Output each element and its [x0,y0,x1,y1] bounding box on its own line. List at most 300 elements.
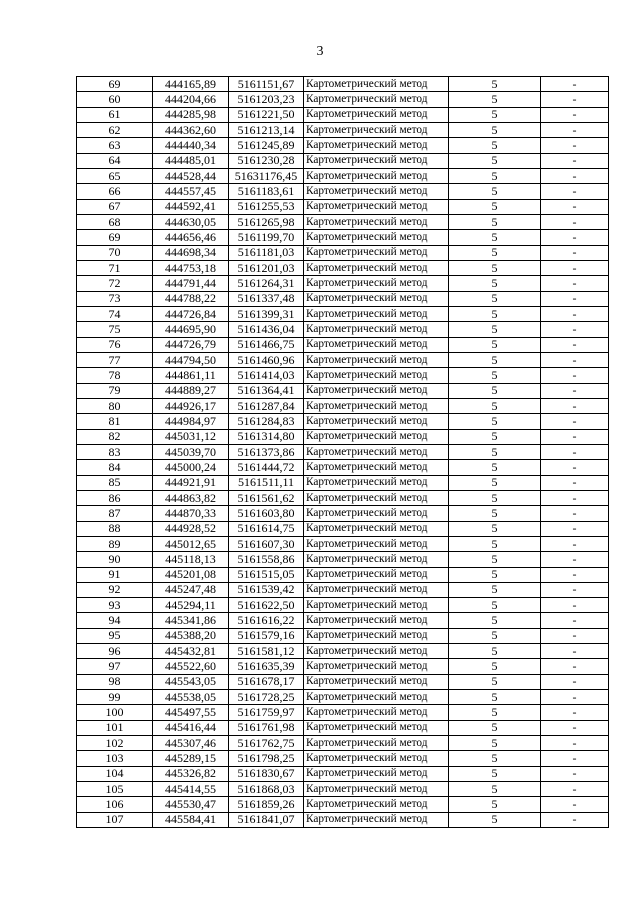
point-number-cell: 65 [77,168,153,183]
table-row [77,306,609,321]
x-coordinate-cell: 444695,90 [153,322,229,337]
accuracy-cell: 5 [449,475,541,490]
point-number-cell: 105 [77,782,153,797]
y-coordinate-cell: 5161511,11 [229,475,304,490]
description-cell: - [541,659,609,674]
table-row [77,383,609,398]
coordinates-table [76,76,609,828]
accuracy-cell: 5 [449,138,541,153]
y-coordinate-cell: 5161314,80 [229,429,304,444]
y-coordinate-cell: 5161151,67 [229,77,304,92]
method-cell: Картометрический метод [304,613,449,628]
table-row [77,168,609,183]
point-number-cell: 63 [77,138,153,153]
x-coordinate-cell: 445543,05 [153,674,229,689]
method-cell: Картометрический метод [304,138,449,153]
point-number-cell: 78 [77,368,153,383]
y-coordinate-cell: 5161284,83 [229,414,304,429]
description-cell: - [541,322,609,337]
point-number-cell: 70 [77,245,153,260]
point-number-cell: 100 [77,705,153,720]
point-number-cell: 77 [77,352,153,367]
point-number-cell: 61 [77,107,153,122]
table-row [77,291,609,306]
y-coordinate-cell: 5161364,41 [229,383,304,398]
accuracy-cell: 5 [449,782,541,797]
method-cell: Картометрический метод [304,429,449,444]
description-cell: - [541,122,609,137]
x-coordinate-cell: 445031,12 [153,429,229,444]
x-coordinate-cell: 444165,89 [153,77,229,92]
method-cell: Картометрический метод [304,306,449,321]
method-cell: Картометрический метод [304,812,449,827]
table-row [77,429,609,444]
point-number-cell: 89 [77,536,153,551]
table-row [77,322,609,337]
accuracy-cell: 5 [449,690,541,705]
point-number-cell: 69 [77,77,153,92]
table-row [77,368,609,383]
description-cell: - [541,77,609,92]
accuracy-cell: 5 [449,168,541,183]
table-row [77,214,609,229]
x-coordinate-cell: 445416,44 [153,720,229,735]
description-cell: - [541,690,609,705]
x-coordinate-cell: 444984,97 [153,414,229,429]
method-cell: Картометрический метод [304,245,449,260]
description-cell: - [541,368,609,383]
y-coordinate-cell: 5161264,31 [229,276,304,291]
accuracy-cell: 5 [449,184,541,199]
x-coordinate-cell: 444921,91 [153,475,229,490]
description-cell: - [541,383,609,398]
method-cell: Картометрический метод [304,782,449,797]
accuracy-cell: 5 [449,613,541,628]
table-row [77,107,609,122]
table-row [77,613,609,628]
x-coordinate-cell: 444557,45 [153,184,229,199]
method-cell: Картометрический метод [304,674,449,689]
accuracy-cell: 5 [449,536,541,551]
method-cell: Картометрический метод [304,751,449,766]
method-cell: Картометрический метод [304,337,449,352]
accuracy-cell: 5 [449,444,541,459]
table-row [77,567,609,582]
description-cell: - [541,751,609,766]
accuracy-cell: 5 [449,705,541,720]
y-coordinate-cell: 5161230,28 [229,153,304,168]
method-cell: Картометрический метод [304,77,449,92]
table-row [77,628,609,643]
y-coordinate-cell: 5161798,25 [229,751,304,766]
y-coordinate-cell: 5161444,72 [229,460,304,475]
y-coordinate-cell: 5161607,30 [229,536,304,551]
table-row [77,138,609,153]
accuracy-cell: 5 [449,429,541,444]
description-cell: - [541,797,609,812]
method-cell: Картометрический метод [304,276,449,291]
y-coordinate-cell: 5161539,42 [229,582,304,597]
accuracy-cell: 5 [449,77,541,92]
x-coordinate-cell: 444753,18 [153,260,229,275]
accuracy-cell: 5 [449,383,541,398]
y-coordinate-cell: 5161199,70 [229,230,304,245]
description-cell: - [541,306,609,321]
accuracy-cell: 5 [449,644,541,659]
accuracy-cell: 5 [449,736,541,751]
description-cell: - [541,429,609,444]
description-cell: - [541,613,609,628]
table-row [77,644,609,659]
table-row [77,352,609,367]
method-cell: Картометрический метод [304,506,449,521]
method-cell: Картометрический метод [304,766,449,781]
x-coordinate-cell: 444592,41 [153,199,229,214]
description-cell: - [541,276,609,291]
point-number-cell: 101 [77,720,153,735]
accuracy-cell: 5 [449,122,541,137]
y-coordinate-cell: 5161678,17 [229,674,304,689]
point-number-cell: 104 [77,766,153,781]
description-cell: - [541,291,609,306]
y-coordinate-cell: 5161436,04 [229,322,304,337]
method-cell: Картометрический метод [304,720,449,735]
accuracy-cell: 5 [449,628,541,643]
table-row [77,690,609,705]
method-cell: Картометрический метод [304,444,449,459]
method-cell: Картометрический метод [304,659,449,674]
accuracy-cell: 5 [449,260,541,275]
accuracy-cell: 5 [449,398,541,413]
y-coordinate-cell: 5161762,75 [229,736,304,751]
method-cell: Картометрический метод [304,107,449,122]
accuracy-cell: 5 [449,230,541,245]
accuracy-cell: 5 [449,751,541,766]
x-coordinate-cell: 444726,84 [153,306,229,321]
table-row [77,92,609,107]
accuracy-cell: 5 [449,598,541,613]
description-cell: - [541,705,609,720]
point-number-cell: 72 [77,276,153,291]
table-row [77,766,609,781]
x-coordinate-cell: 445039,70 [153,444,229,459]
description-cell: - [541,782,609,797]
y-coordinate-cell: 5161201,03 [229,260,304,275]
point-number-cell: 82 [77,429,153,444]
table-row [77,521,609,536]
description-cell: - [541,352,609,367]
table-row [77,506,609,521]
description-cell: - [541,628,609,643]
y-coordinate-cell: 5161399,31 [229,306,304,321]
table-row [77,77,609,92]
table-row [77,705,609,720]
method-cell: Картометрический метод [304,153,449,168]
method-cell: Картометрический метод [304,536,449,551]
table-row [77,153,609,168]
y-coordinate-cell: 5161616,22 [229,613,304,628]
description-cell: - [541,674,609,689]
method-cell: Картометрический метод [304,490,449,505]
y-coordinate-cell: 5161868,03 [229,782,304,797]
method-cell: Картометрический метод [304,598,449,613]
x-coordinate-cell: 444440,34 [153,138,229,153]
description-cell: - [541,245,609,260]
x-coordinate-cell: 444788,22 [153,291,229,306]
table-row [77,659,609,674]
x-coordinate-cell: 445294,11 [153,598,229,613]
description-cell: - [541,598,609,613]
accuracy-cell: 5 [449,107,541,122]
description-cell: - [541,506,609,521]
accuracy-cell: 5 [449,720,541,735]
method-cell: Картометрический метод [304,122,449,137]
y-coordinate-cell: 5161265,98 [229,214,304,229]
point-number-cell: 64 [77,153,153,168]
point-number-cell: 102 [77,736,153,751]
method-cell: Картометрический метод [304,644,449,659]
table-row [77,598,609,613]
table-row [77,199,609,214]
table-row [77,276,609,291]
x-coordinate-cell: 444485,01 [153,153,229,168]
table-row [77,444,609,459]
x-coordinate-cell: 444528,44 [153,168,229,183]
accuracy-cell: 5 [449,766,541,781]
point-number-cell: 80 [77,398,153,413]
page-number: 3 [316,44,324,59]
y-coordinate-cell: 5161287,84 [229,398,304,413]
method-cell: Картометрический метод [304,797,449,812]
method-cell: Картометрический метод [304,705,449,720]
x-coordinate-cell: 445201,08 [153,567,229,582]
point-number-cell: 74 [77,306,153,321]
description-cell: - [541,720,609,735]
x-coordinate-cell: 445432,81 [153,644,229,659]
x-coordinate-cell: 445247,48 [153,582,229,597]
table-row [77,736,609,751]
x-coordinate-cell: 445584,41 [153,812,229,827]
y-coordinate-cell: 5161515,05 [229,567,304,582]
method-cell: Картометрический метод [304,475,449,490]
table-row [77,582,609,597]
y-coordinate-cell: 5161221,50 [229,107,304,122]
accuracy-cell: 5 [449,199,541,214]
accuracy-cell: 5 [449,659,541,674]
point-number-cell: 103 [77,751,153,766]
accuracy-cell: 5 [449,506,541,521]
x-coordinate-cell: 444791,44 [153,276,229,291]
y-coordinate-cell: 5161830,67 [229,766,304,781]
y-coordinate-cell: 5161728,25 [229,690,304,705]
description-cell: - [541,536,609,551]
method-cell: Картометрический метод [304,414,449,429]
point-number-cell: 107 [77,812,153,827]
accuracy-cell: 5 [449,92,541,107]
table-row [77,460,609,475]
description-cell: - [541,444,609,459]
accuracy-cell: 5 [449,368,541,383]
method-cell: Картометрический метод [304,368,449,383]
x-coordinate-cell: 444656,46 [153,230,229,245]
description-cell: - [541,168,609,183]
description-cell: - [541,460,609,475]
point-number-cell: 79 [77,383,153,398]
description-cell: - [541,260,609,275]
accuracy-cell: 5 [449,812,541,827]
point-number-cell: 71 [77,260,153,275]
description-cell: - [541,736,609,751]
point-number-cell: 75 [77,322,153,337]
description-cell: - [541,153,609,168]
x-coordinate-cell: 444204,66 [153,92,229,107]
accuracy-cell: 5 [449,214,541,229]
x-coordinate-cell: 445522,60 [153,659,229,674]
description-cell: - [541,475,609,490]
method-cell: Картометрический метод [304,628,449,643]
y-coordinate-cell: 5161859,26 [229,797,304,812]
y-coordinate-cell: 5161245,89 [229,138,304,153]
point-number-cell: 98 [77,674,153,689]
method-cell: Картометрический метод [304,260,449,275]
point-number-cell: 85 [77,475,153,490]
description-cell: - [541,521,609,536]
table-row [77,674,609,689]
x-coordinate-cell: 444889,27 [153,383,229,398]
table-row [77,751,609,766]
table-row [77,122,609,137]
point-number-cell: 69 [77,230,153,245]
point-number-cell: 92 [77,582,153,597]
accuracy-cell: 5 [449,674,541,689]
x-coordinate-cell: 444861,11 [153,368,229,383]
method-cell: Картометрический метод [304,352,449,367]
method-cell: Картометрический метод [304,184,449,199]
table-row [77,552,609,567]
method-cell: Картометрический метод [304,567,449,582]
accuracy-cell: 5 [449,276,541,291]
description-cell: - [541,214,609,229]
point-number-cell: 97 [77,659,153,674]
y-coordinate-cell: 5161759,97 [229,705,304,720]
coordinates-table-body [77,77,609,828]
accuracy-cell: 5 [449,153,541,168]
method-cell: Картометрический метод [304,736,449,751]
description-cell: - [541,582,609,597]
point-number-cell: 99 [77,690,153,705]
y-coordinate-cell: 5161460,96 [229,352,304,367]
description-cell: - [541,184,609,199]
description-cell: - [541,766,609,781]
point-number-cell: 96 [77,644,153,659]
y-coordinate-cell: 5161466,75 [229,337,304,352]
y-coordinate-cell: 5161614,75 [229,521,304,536]
x-coordinate-cell: 444926,17 [153,398,229,413]
method-cell: Картометрический метод [304,291,449,306]
table-row [77,184,609,199]
method-cell: Картометрический метод [304,582,449,597]
description-cell: - [541,92,609,107]
y-coordinate-cell: 51631176,45 [229,168,304,183]
y-coordinate-cell: 5161558,86 [229,552,304,567]
description-cell: - [541,398,609,413]
table-row [77,414,609,429]
table-row [77,536,609,551]
y-coordinate-cell: 5161337,48 [229,291,304,306]
point-number-cell: 66 [77,184,153,199]
y-coordinate-cell: 5161181,03 [229,245,304,260]
point-number-cell: 86 [77,490,153,505]
y-coordinate-cell: 5161622,50 [229,598,304,613]
accuracy-cell: 5 [449,797,541,812]
table-row [77,398,609,413]
x-coordinate-cell: 445414,55 [153,782,229,797]
point-number-cell: 67 [77,199,153,214]
accuracy-cell: 5 [449,567,541,582]
table-row [77,782,609,797]
accuracy-cell: 5 [449,414,541,429]
x-coordinate-cell: 445388,20 [153,628,229,643]
table-row [77,475,609,490]
table-row [77,720,609,735]
description-cell: - [541,414,609,429]
point-number-cell: 95 [77,628,153,643]
method-cell: Картометрический метод [304,92,449,107]
y-coordinate-cell: 5161183,61 [229,184,304,199]
table-row [77,812,609,827]
point-number-cell: 73 [77,291,153,306]
method-cell: Картометрический метод [304,521,449,536]
y-coordinate-cell: 5161213,14 [229,122,304,137]
point-number-cell: 106 [77,797,153,812]
x-coordinate-cell: 445012,65 [153,536,229,551]
accuracy-cell: 5 [449,582,541,597]
x-coordinate-cell: 445307,46 [153,736,229,751]
table-row [77,797,609,812]
x-coordinate-cell: 444285,98 [153,107,229,122]
description-cell: - [541,567,609,582]
table-row [77,245,609,260]
point-number-cell: 87 [77,506,153,521]
y-coordinate-cell: 5161255,53 [229,199,304,214]
x-coordinate-cell: 445289,15 [153,751,229,766]
accuracy-cell: 5 [449,552,541,567]
y-coordinate-cell: 5161373,86 [229,444,304,459]
accuracy-cell: 5 [449,352,541,367]
y-coordinate-cell: 5161635,39 [229,659,304,674]
y-coordinate-cell: 5161579,16 [229,628,304,643]
point-number-cell: 84 [77,460,153,475]
accuracy-cell: 5 [449,460,541,475]
description-cell: - [541,644,609,659]
x-coordinate-cell: 445530,47 [153,797,229,812]
point-number-cell: 81 [77,414,153,429]
y-coordinate-cell: 5161603,80 [229,506,304,521]
accuracy-cell: 5 [449,306,541,321]
point-number-cell: 76 [77,337,153,352]
accuracy-cell: 5 [449,521,541,536]
point-number-cell: 83 [77,444,153,459]
x-coordinate-cell: 444362,60 [153,122,229,137]
description-cell: - [541,138,609,153]
point-number-cell: 91 [77,567,153,582]
method-cell: Картометрический метод [304,199,449,214]
y-coordinate-cell: 5161761,98 [229,720,304,735]
point-number-cell: 88 [77,521,153,536]
y-coordinate-cell: 5161414,03 [229,368,304,383]
x-coordinate-cell: 444794,50 [153,352,229,367]
method-cell: Картометрический метод [304,214,449,229]
